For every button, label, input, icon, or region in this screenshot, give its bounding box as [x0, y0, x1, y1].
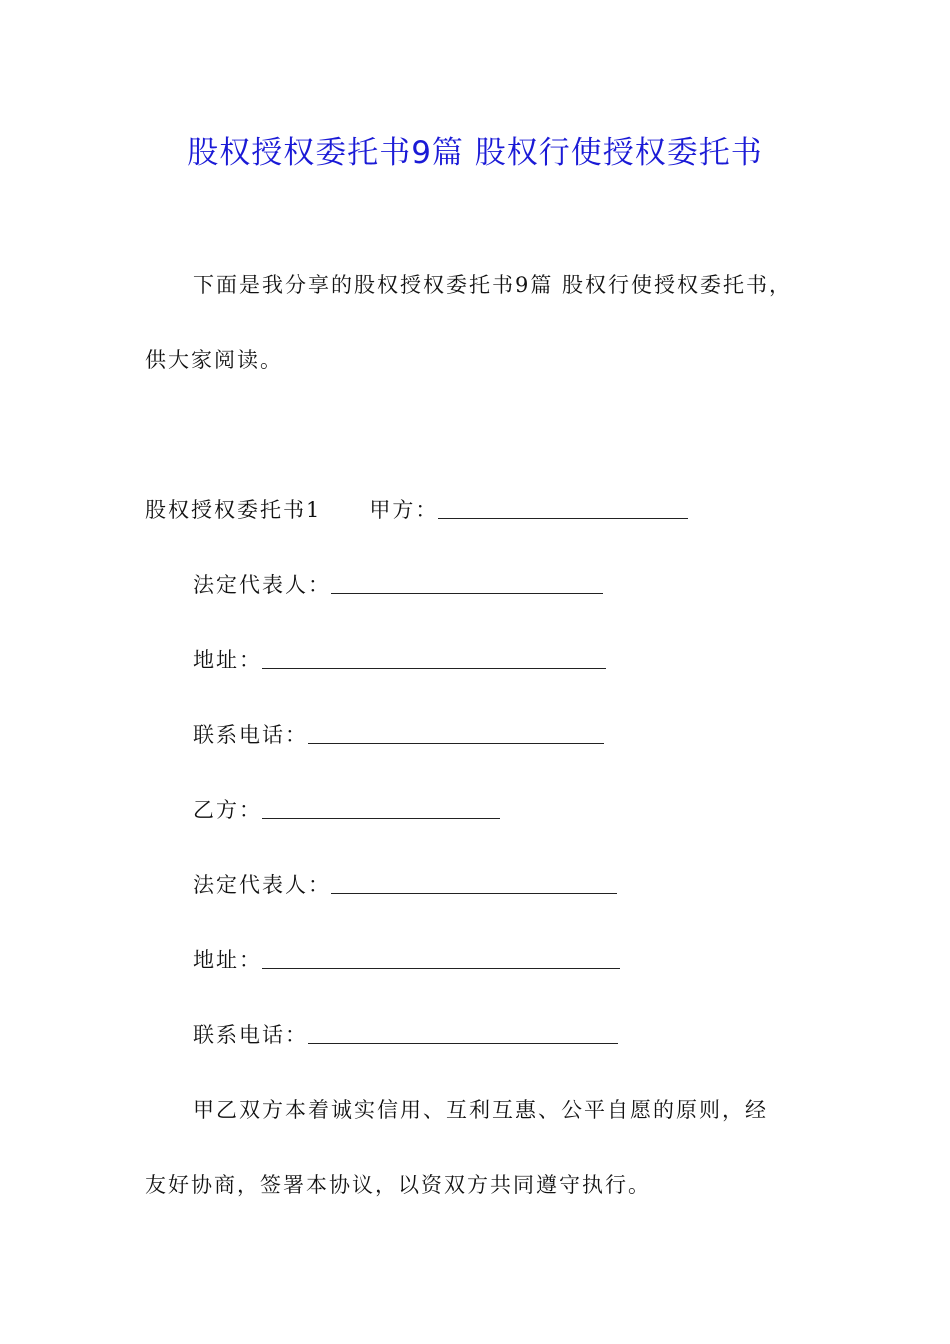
party-a-phone-row — [193, 720, 604, 750]
party-b-address-blank — [262, 948, 620, 969]
party-a-phone-label: 联系电话： — [193, 723, 308, 747]
party-a-row — [145, 495, 688, 525]
party-b-phone-blank — [308, 1023, 618, 1044]
agreement-paragraph-line-1: 甲乙双方本着诚实信用、互利互惠、公平自愿的原则，经 — [193, 1098, 768, 1122]
party-b-legal-rep-label: 法定代表人： — [193, 873, 331, 897]
party-a-address-row — [193, 645, 606, 675]
party-a-address-blank — [262, 648, 606, 669]
party-b-address-row — [193, 945, 620, 975]
section-heading: 股权授权委托书1 — [145, 498, 322, 522]
party-a-legal-rep-row — [193, 570, 603, 600]
intro-paragraph-line-1: 下面是我分享的股权授权委托书9篇 股权行使授权委托书， — [193, 273, 793, 297]
intro-paragraph-line-2: 供大家阅读。 — [145, 348, 283, 372]
party-a-legal-rep-label: 法定代表人： — [193, 573, 331, 597]
party-a-legal-rep-blank — [331, 573, 603, 594]
document-title: 股权授权委托书9篇 股权行使授权委托书 — [187, 135, 763, 171]
party-b-row — [193, 795, 500, 825]
party-a-address-label: 地址： — [193, 648, 262, 672]
party-b-legal-rep-row — [193, 870, 617, 900]
party-b-phone-label: 联系电话： — [193, 1023, 308, 1047]
party-a-phone-blank — [308, 723, 604, 744]
agreement-paragraph-line-2: 友好协商，签署本协议，以资双方共同遵守执行。 — [145, 1173, 651, 1197]
party-a-blank — [438, 498, 688, 519]
party-a-label: 甲方： — [369, 498, 439, 522]
party-b-address-label: 地址： — [193, 948, 262, 972]
party-b-blank — [262, 798, 500, 819]
party-b-label: 乙方： — [193, 798, 262, 822]
party-b-legal-rep-blank — [331, 873, 617, 894]
party-b-phone-row — [193, 1020, 618, 1050]
